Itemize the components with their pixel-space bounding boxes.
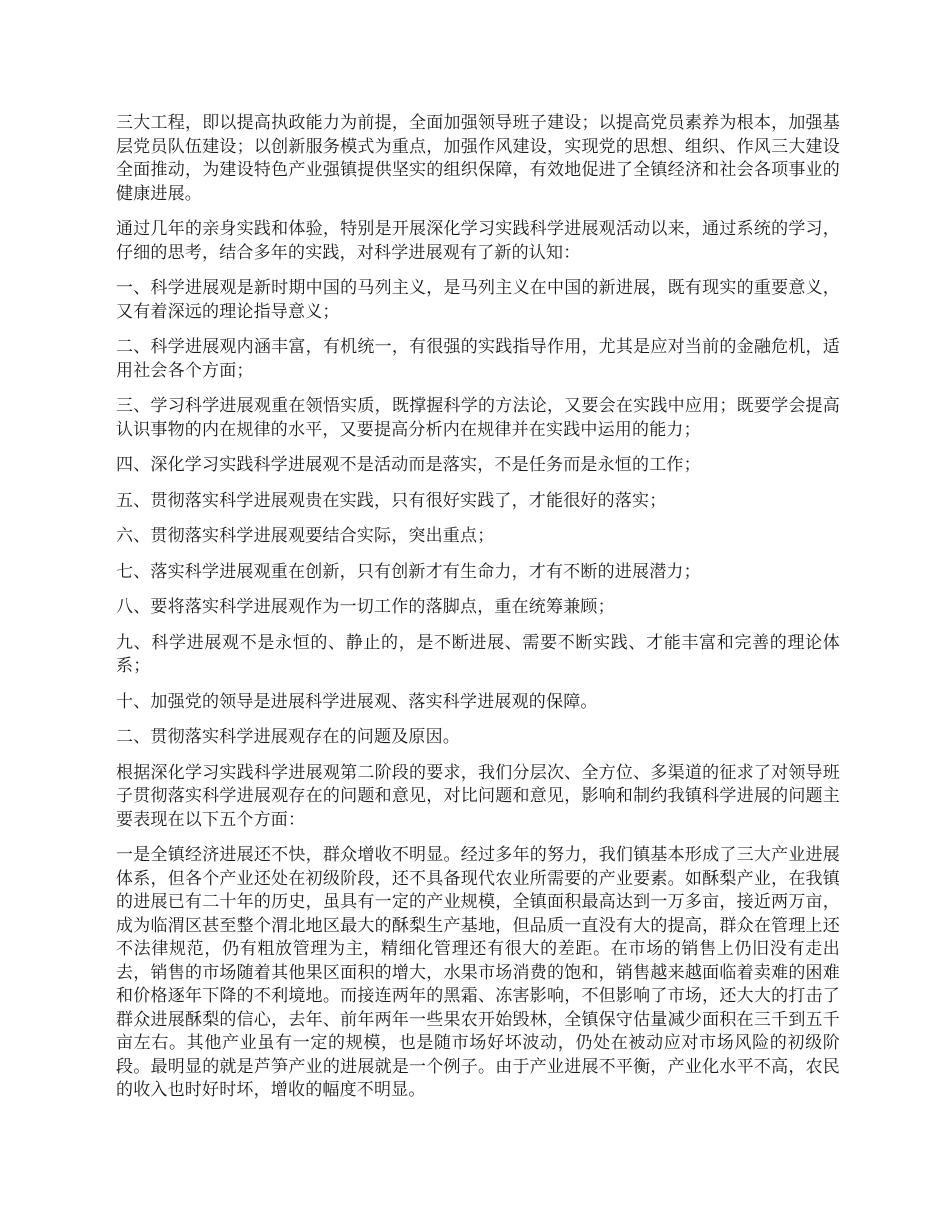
- paragraph-new-understanding: 通过几年的亲身实践和体验，特别是开展深化学习实践科学进展观活动以来，通过系统的学习，仔细的思考，结合多年的实践，对科学进展观有了新的认知：: [116, 219, 840, 263]
- paragraph-point-10: 十、加强党的领导是进展科学进展观、落实科学进展观的保障。: [116, 691, 598, 712]
- paragraph-intro-conclusion: 三大工程，即以提高执政能力为前提，全面加强领导班子建设；以提高党员素养为根本，加强基层党员队伍建设；以创新服务模式为重点，加强作风建设，实现党的思想、组织、作风三大建设全面推动，为建设特色产业强镇提供坚实的组织保障，有效地促进了全镇经济和社会各项事业的健康进展。: [116, 113, 840, 204]
- paragraph-point-3: 三、学习科学进展观重在领悟实质，既撑握科学的方法论，又要会在实践中应用；既要学会提高认识事物的内在规律的水平，又要提高分析内在规律并在实践中运用的能力；: [116, 396, 840, 440]
- paragraph-point-2: 二、科学进展观内涵丰富，有机统一，有很强的实践指导作用，尤其是应对当前的金融危机，适用社会各个方面；: [116, 337, 840, 381]
- paragraph-problems-intro: 根据深化学习实践科学进展观第二阶段的要求，我们分层次、全方位、多渠道的征求了对领导班子贯彻落实科学进展观存在的问题和意见，对比问题和意见，影响和制约我镇科学进展的问题主要表现在以下五个方面：: [116, 762, 840, 830]
- section-heading-problems: 二、贯彻落实科学进展观存在的问题及原因。: [116, 727, 460, 747]
- paragraph-point-5: 五、贯彻落实科学进展观贵在实践，只有很好实践了，才能很好的落实；: [116, 490, 667, 511]
- paragraph-point-7: 七、落实科学进展观重在创新，只有创新才有生命力，才有不断的进展潜力；: [116, 561, 701, 582]
- paragraph-point-1: 一、科学进展观是新时期中国的马列主义，是马列主义在中国的新进展，既有现实的重要意义，又有着深远的理论指导意义；: [116, 278, 840, 322]
- paragraph-problem-1: 一是全镇经济进展还不快，群众增收不明显。经过多年的努力，我们镇基本形成了三大产业进展体系，但各个产业还处在初级阶段，还不具备现代农业所需要的产业要素。如酥梨产业，在我镇的进展已有二十年的历史，虽具有一定的产业规模，全镇面积最高达到一万多亩，接近两万亩，成为临渭区甚至整个渭北地区最大的酥梨生产基地，但品质一直没有大的提高，群众在管理上还不法律规范，仍有粗放管理为主，精细化管理还有很大的差距。在市场的销售上仍旧没有走出去，销售的市场随着其他果区面积的增大，水果市场消费的饱和，销售越来越面临着卖难的困难和价格逐年下降的不利境地。而接连两年的黑霜、冻害影响，不但影响了市场，还大大的打击了群众进展酥梨的信心，去年、前年两年一些果农开始毁林，全镇保守估量减少面积在三千到五千亩左右。其他产业虽有一定的规模，也是随市场好坏波动，仍处在被动应对市场风险的初级阶段。最明显的就是芦笋产业的进展就是一个例子。由于产业进展不平衡，产业化水平不高，农民的收入也时好时坏，增收的幅度不明显。: [116, 845, 840, 1100]
- paragraph-point-8: 八、要将落实科学进展观作为一切工作的落脚点，重在统筹兼顾；: [116, 597, 615, 617]
- document-body: [116, 112, 840, 1115]
- paragraph-point-6: 六、贯彻落实科学进展观要结合实际，突出重点；: [116, 526, 495, 546]
- paragraph-point-4: 四、深化学习实践科学进展观不是活动而是落实，不是任务而是永恒的工作；: [116, 455, 701, 475]
- paragraph-point-9: 九、科学进展观不是永恒的、静止的，是不断进展、需要不断实践、才能丰富和完善的理论体系；: [116, 632, 840, 676]
